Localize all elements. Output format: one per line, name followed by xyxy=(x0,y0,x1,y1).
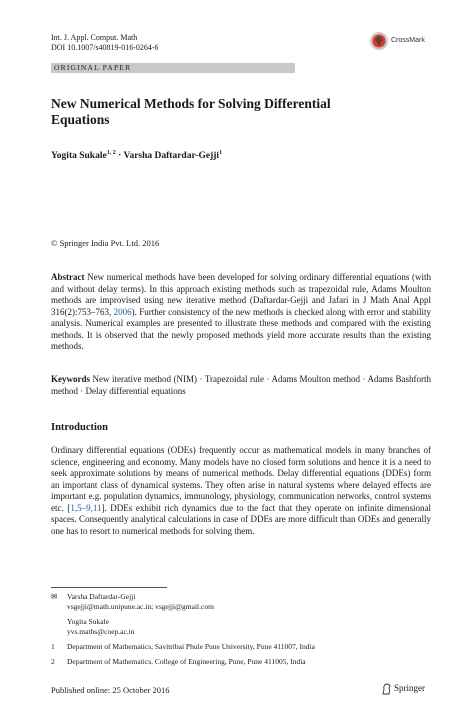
copyright-notice: © Springer India Pvt. Ltd. 2016 xyxy=(51,238,160,248)
citation-link[interactable]: 1,5–9,11 xyxy=(70,502,102,513)
author-name[interactable]: Yogita Sukale xyxy=(51,151,107,162)
affiliation-marker: 1 xyxy=(219,150,223,156)
author-separator: · xyxy=(115,151,124,162)
affiliation-text: Department of Mathematics, College of Engineering, Pune, Pune 411005, India xyxy=(67,657,306,666)
publisher-logo xyxy=(381,683,441,695)
abstract-text: ). Further consistency of the new methods is checked along with error and stability analysis. Numerical examples are presented to illustrate these methods and compared with the existing methods. It is observed that the newly proposed methods yield more accurate results than the existing methods. xyxy=(51,306,431,351)
keywords-label: Keywords xyxy=(51,374,90,384)
doi: DOI 10.1007/s40819-016-0264-6 xyxy=(51,43,159,52)
affiliation-1 xyxy=(51,642,315,652)
section-heading: Introduction xyxy=(51,422,108,433)
introduction-text xyxy=(51,445,431,537)
abstract xyxy=(51,272,431,353)
intro-text: Ordinary differential equations (ODEs) frequently occur as mathematical models in many branches of science, engineering and economy. Many models have no closed form solutions and hence it is a need to seek approximate solutions by means of numerical methods. Delay differential equations (DDEs) form an important class of dynamical systems. They often arise in natural systems where delayed effects are important e.g. population dynamics, immunology, physiology, communication networks, control systems etc. [ xyxy=(51,445,431,513)
author-name[interactable]: Varsha Daftardar-Gejji xyxy=(123,151,220,162)
contact-email[interactable]: vsgejji@math.unipune.ac.in; vsgejji@gmail.com xyxy=(67,602,214,611)
crossmark-label: CrossMark xyxy=(391,37,425,44)
intro-text: ]. DDEs exhibit rich dynamics due to the fact that they operate on infinite dimensional spaces. Consequently analytical calculations in case of DDEs are more difficult than ODEs and generally one has to resort to numerical methods for solving them. xyxy=(51,502,431,536)
contact-name: Yogita Sukale xyxy=(67,617,109,626)
envelope-icon: ✉ xyxy=(51,592,58,601)
affiliation-marker: 1, 2 xyxy=(106,150,116,156)
affiliation-2 xyxy=(51,657,306,667)
journal-info xyxy=(51,33,301,53)
crossmark-badge[interactable] xyxy=(369,31,431,53)
abstract-label: Abstract xyxy=(51,272,85,282)
abstract-text: New numerical methods have been developed for solving ordinary differential equations (with and without delay terms). In this approach existing methods such as trapezoidal rule, Adams Moulton methods are improvised using new iterative method (Daftardar-Gejji and Jafari in J Math Anal Appl 316(2):753–763, xyxy=(51,272,431,317)
contact-author-1 xyxy=(51,592,136,602)
affiliation-number: 1 xyxy=(51,642,55,651)
citation-link[interactable]: 2006 xyxy=(113,306,132,317)
publisher-name: Springer xyxy=(394,683,425,693)
publication-date: Published online: 25 October 2016 xyxy=(51,685,170,695)
crossmark-icon xyxy=(369,31,389,51)
keywords-text: New iterative method (NIM) · Trapezoidal rule · Adams Moulton method · Adams Bashforth method · Delay differential equations xyxy=(51,374,431,396)
author-list xyxy=(51,150,222,161)
affiliation-number: 2 xyxy=(51,657,55,666)
contact-email[interactable]: yvs.maths@coep.ac.in xyxy=(67,627,135,636)
section-label: ORIGINAL PAPER xyxy=(54,63,132,72)
section-banner xyxy=(51,63,295,73)
affiliation-text: Department of Mathematics, Savitribai Phule Pune University, Pune 411007, India xyxy=(67,642,315,651)
keywords xyxy=(51,374,431,397)
contact-name: Varsha Daftardar-Gejji xyxy=(67,592,136,601)
paper-title: New Numerical Methods for Solving Differential Equations xyxy=(51,96,331,127)
footnote-divider xyxy=(51,587,167,588)
journal-name: Int. J. Appl. Comput. Math xyxy=(51,33,138,42)
springer-horse-icon xyxy=(381,683,392,695)
